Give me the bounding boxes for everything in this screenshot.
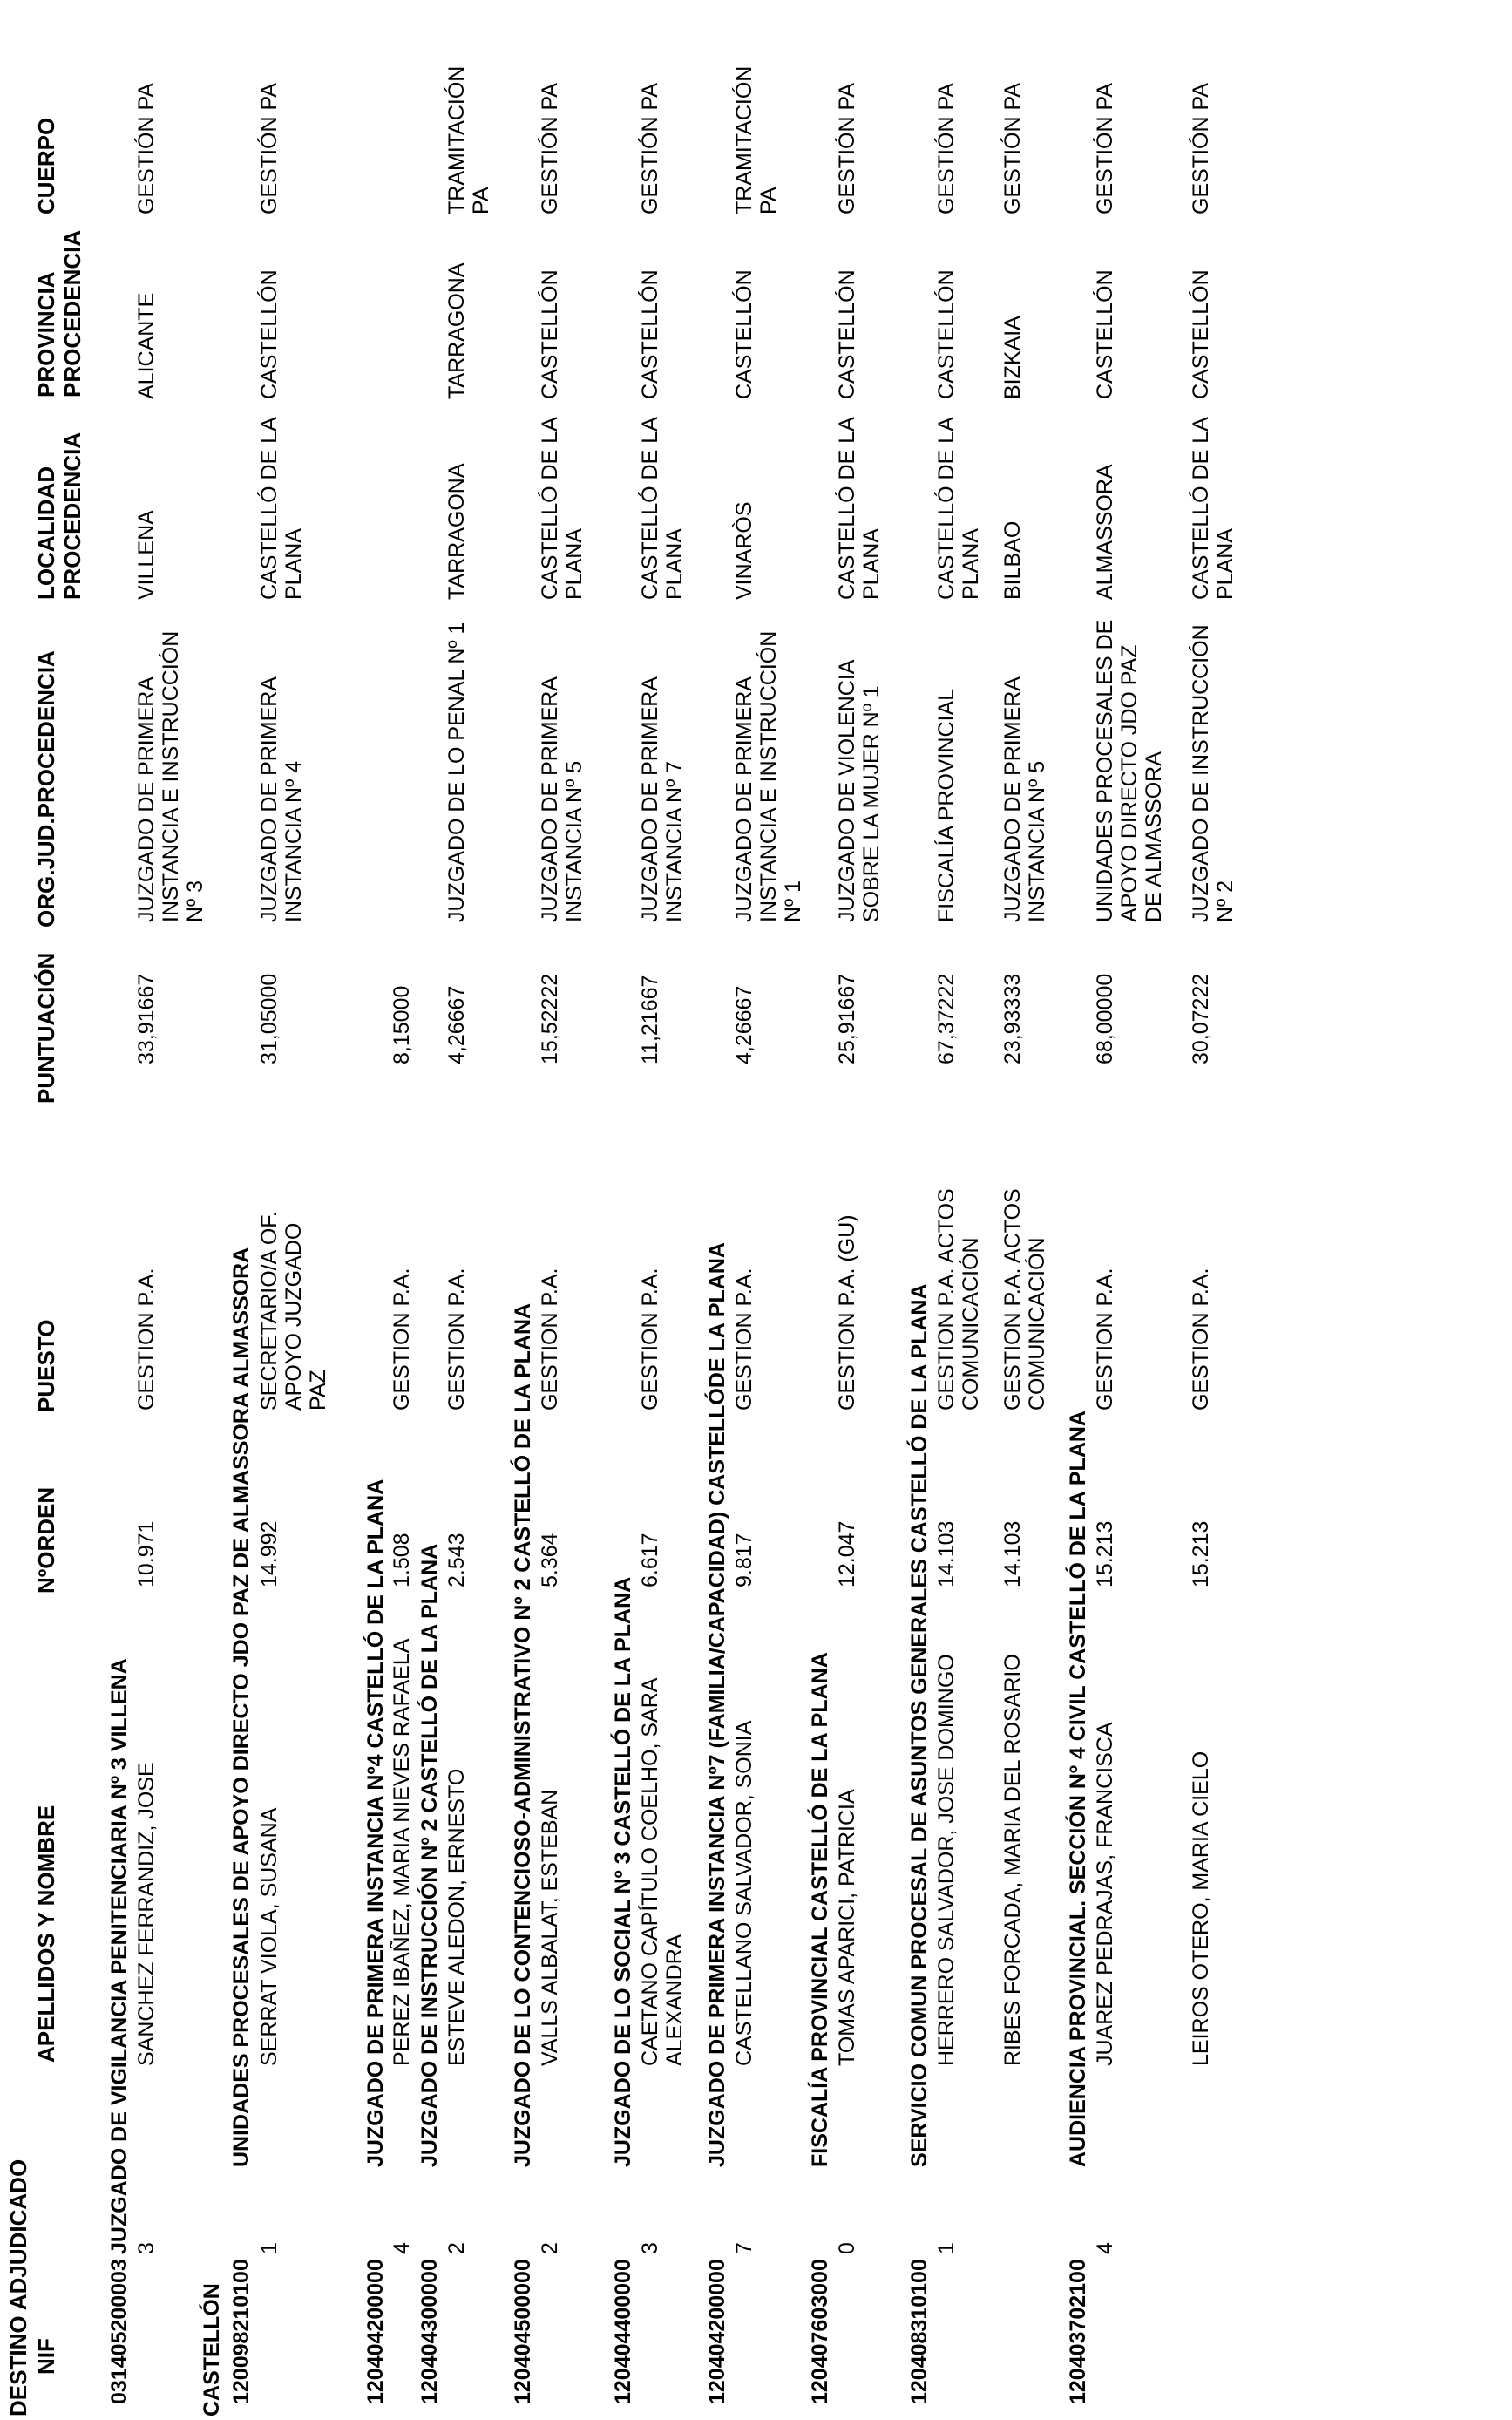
row-puesto: GESTION P.A. bbox=[390, 1268, 414, 1411]
page-title: DESTINO ADJUDICADO bbox=[5, 2158, 31, 2417]
row-orden: 15.213 bbox=[1093, 1520, 1117, 1587]
row-provincia: CASTELLÓN bbox=[732, 269, 756, 399]
row-orden: 14.103 bbox=[1000, 1520, 1025, 1587]
row-nombre: CASTELLANO SALVADOR, SONIA bbox=[732, 1720, 756, 2066]
section-title: AUDIENCIA PROVINCIAL. SECCIÓN Nº 4 CIVIL CASTELLÓ DE LA PLANA bbox=[1066, 1411, 1090, 2167]
row-nif: 0 bbox=[835, 2242, 859, 2254]
row-puesto: GESTION P.A. bbox=[538, 1268, 562, 1411]
row-cuerpo: TRAMITACIÓN PA bbox=[444, 65, 493, 214]
section-code: 120098210100 bbox=[229, 2259, 254, 2404]
row-nombre: SANCHEZ FERRANDIZ, JOSE bbox=[134, 1762, 159, 2066]
row-cuerpo: GESTIÓN PA bbox=[257, 83, 281, 214]
row-puntuacion: 4,26667 bbox=[732, 985, 756, 1064]
row-provincia: CASTELLÓN bbox=[934, 269, 959, 399]
row-nombre: HERRERO SALVADOR, JOSE DOMINGO bbox=[934, 1654, 959, 2066]
row-nif: 1 bbox=[257, 2242, 281, 2254]
row-puesto: GESTION P.A. bbox=[638, 1268, 662, 1411]
row-localidad: CASTELLÓ DE LA PLANA bbox=[257, 418, 306, 600]
row-provincia: CASTELLÓN bbox=[257, 269, 281, 399]
header-apellidos: APELLIDOS Y NOMBRE bbox=[33, 1805, 59, 2063]
row-provincia: CASTELLÓN bbox=[538, 269, 562, 399]
header-norden: NºORDEN bbox=[33, 1486, 59, 1594]
row-provincia: BIZKAIA bbox=[1000, 316, 1025, 399]
row-nif: 7 bbox=[732, 2242, 756, 2254]
section-code: 120404200000 bbox=[363, 2259, 388, 2404]
row-nif: 3 bbox=[134, 2242, 159, 2254]
row-cuerpo: GESTIÓN PA bbox=[934, 83, 959, 214]
section-code: 120404300000 bbox=[417, 2259, 442, 2404]
row-cuerpo: GESTIÓN PA bbox=[835, 83, 859, 214]
header-puntuacion: PUNTUACIÓN bbox=[33, 952, 59, 1104]
row-nombre: PEREZ IBAÑEZ, MARIA NIEVES RAFAELA bbox=[390, 1638, 414, 2066]
section-code: 120404400000 bbox=[611, 2259, 635, 2404]
row-org: FISCALÍA PROVINCIAL bbox=[934, 688, 959, 922]
row-puntuacion: 25,91667 bbox=[835, 973, 859, 1064]
row-orden: 9.817 bbox=[732, 1533, 756, 1587]
section-code: 120404200000 bbox=[705, 2259, 729, 2404]
province-label: CASTELLÓN bbox=[200, 2283, 224, 2417]
header-org: ORG.JUD.PROCEDENCIA bbox=[33, 650, 59, 928]
row-nombre: VALLS ALBALAT, ESTEBAN bbox=[538, 1789, 562, 2066]
row-nif: 4 bbox=[390, 2242, 414, 2254]
row-org: JUZGADO DE PRIMERA INSTANCIA E INSTRUCCIÓN Nº 1 bbox=[732, 630, 805, 922]
row-org: JUZGADO DE PRIMERA INSTANCIA Nº 4 bbox=[257, 677, 306, 922]
row-puesto: GESTION P.A. bbox=[1189, 1268, 1213, 1411]
row-provincia: CASTELLÓN bbox=[835, 269, 859, 399]
row-org: JUZGADO DE PRIMERA INSTANCIA E INSTRUCCIÓN Nº 3 bbox=[134, 630, 207, 922]
row-localidad: VINARÒS bbox=[732, 501, 756, 600]
row-cuerpo: GESTIÓN PA bbox=[638, 83, 662, 214]
section-title: JUZGADO DE PRIMERA INSTANCIA Nº4 CASTELLÓ DE LA PLANA bbox=[363, 1479, 388, 2167]
row-nombre: JUAREZ PEDRAJAS, FRANCISCA bbox=[1093, 1722, 1117, 2066]
row-provincia: CASTELLÓN bbox=[1189, 269, 1213, 399]
row-nombre: SERRAT VIOLA, SUSANA bbox=[257, 1807, 281, 2066]
section-title: JUZGADO DE PRIMERA INSTANCIA Nº7 (FAMILIA/CAPACIDAD) CASTELLÓDE LA PLANA bbox=[705, 1242, 729, 2167]
row-provincia: TARRAGONA bbox=[444, 262, 469, 399]
row-cuerpo: GESTIÓN PA bbox=[538, 83, 562, 214]
row-org: UNIDADES PROCESALES DE APOYO DIRECTO JDO PAZ DE ALMASSORA bbox=[1093, 619, 1166, 922]
row-provincia: CASTELLÓN bbox=[638, 269, 662, 399]
header-localidad: LOCALIDAD PROCEDENCIA bbox=[33, 432, 85, 600]
section-code: 120403702100 bbox=[1066, 2259, 1090, 2404]
row-localidad: VILLENA bbox=[134, 510, 159, 600]
row-orden: 14.992 bbox=[257, 1520, 281, 1587]
row-puntuacion: 68,00000 bbox=[1093, 973, 1117, 1064]
row-provincia: ALICANTE bbox=[134, 292, 159, 399]
row-puesto: GESTION P.A. ACTOS COMUNICACIÓN bbox=[934, 1188, 983, 1411]
section-title: SERVICIO COMUN PROCESAL DE ASUNTOS GENERALES CASTELLÓ DE LA PLANA bbox=[907, 1283, 932, 2167]
row-localidad: CASTELLÓ DE LA PLANA bbox=[638, 418, 687, 600]
section-title: JUZGADO DE INSTRUCCIÓN Nº 2 CASTELLÓ DE LA PLANA bbox=[417, 1543, 442, 2167]
row-localidad: TARRAGONA bbox=[444, 463, 469, 600]
row-nif: 2 bbox=[538, 2242, 562, 2254]
row-nif: 2 bbox=[444, 2242, 469, 2254]
row-orden: 2.543 bbox=[444, 1533, 469, 1587]
header-provincia: PROVINCIA PROCEDENCIA bbox=[33, 229, 85, 398]
row-nombre: CAETANO CAPÍTULO COELHO, SARA ALEXANDRA bbox=[638, 1678, 687, 2066]
row-puntuacion: 4,26667 bbox=[444, 985, 469, 1064]
row-cuerpo: TRAMITACIÓN PA bbox=[732, 65, 781, 214]
row-puntuacion: 30,07222 bbox=[1189, 973, 1213, 1064]
row-puesto: GESTION P.A. bbox=[134, 1268, 159, 1411]
section-title: UNIDADES PROCESALES DE APOYO DIRECTO JDO PAZ DE ALMASSORA ALMASSORA bbox=[229, 1247, 254, 2167]
row-nif: 4 bbox=[1093, 2242, 1117, 2254]
row-puntuacion: 15,52222 bbox=[538, 973, 562, 1064]
row-orden: 12.047 bbox=[835, 1520, 859, 1587]
row-puntuacion: 8,15000 bbox=[390, 985, 414, 1064]
row-org: JUZGADO DE VIOLENCIA SOBRE LA MUJER Nº 1 bbox=[835, 660, 884, 922]
row-nif: 3 bbox=[638, 2242, 662, 2254]
section-title: JUZGADO DE LO SOCIAL Nº 3 CASTELLÓ DE LA PLANA bbox=[611, 1576, 635, 2167]
header-nif: NIF bbox=[33, 2338, 59, 2375]
row-localidad: CASTELLÓ DE LA PLANA bbox=[1189, 418, 1237, 600]
row-puesto: GESTION P.A. bbox=[732, 1268, 756, 1411]
row-puesto: GESTION P.A. (GU) bbox=[835, 1214, 859, 1411]
row-puesto: GESTION P.A. bbox=[1093, 1268, 1117, 1411]
section-code: 120408310100 bbox=[907, 2259, 932, 2404]
row-orden: 14.103 bbox=[934, 1520, 959, 1587]
section-title: FISCALÍA PROVINCIAL CASTELLÓ DE LA PLANA bbox=[808, 1652, 832, 2167]
row-puntuacion: 31,05000 bbox=[257, 973, 281, 1064]
row-org: JUZGADO DE PRIMERA INSTANCIA Nº 5 bbox=[538, 677, 586, 922]
section-title: JUZGADO DE VIGILANCIA PENITENCIARIA Nº 3 VILLENA bbox=[107, 1658, 132, 2254]
row-localidad: CASTELLÓ DE LA PLANA bbox=[934, 418, 983, 600]
row-orden: 1.508 bbox=[390, 1533, 414, 1587]
row-cuerpo: GESTIÓN PA bbox=[1000, 83, 1025, 214]
row-cuerpo: GESTIÓN PA bbox=[134, 83, 159, 214]
row-puesto: GESTION P.A. bbox=[444, 1268, 469, 1411]
section-code: 031405200003 bbox=[107, 2259, 132, 2404]
row-provincia: CASTELLÓN bbox=[1093, 269, 1117, 399]
row-nombre: RIBES FORCADA, MARIA DEL ROSARIO bbox=[1000, 1654, 1025, 2066]
header-puesto: PUESTO bbox=[33, 1319, 59, 1412]
header-cuerpo: CUERPO bbox=[33, 117, 59, 214]
row-puntuacion: 23,93333 bbox=[1000, 973, 1025, 1064]
row-localidad: BILBAO bbox=[1000, 520, 1025, 600]
row-orden: 15.213 bbox=[1189, 1520, 1213, 1587]
row-org: JUZGADO DE LO PENAL Nº 1 bbox=[444, 622, 469, 922]
row-localidad: CASTELLÓ DE LA PLANA bbox=[835, 418, 884, 600]
row-localidad: ALMASSORA bbox=[1093, 464, 1117, 600]
row-puesto: GESTION P.A. ACTOS COMUNICACIÓN bbox=[1000, 1188, 1049, 1411]
row-org: JUZGADO DE PRIMERA INSTANCIA Nº 7 bbox=[638, 677, 687, 922]
row-cuerpo: GESTIÓN PA bbox=[1189, 83, 1213, 214]
row-puntuacion: 33,91667 bbox=[134, 973, 159, 1064]
row-localidad: CASTELLÓ DE LA PLANA bbox=[538, 418, 586, 600]
row-org: JUZGADO DE PRIMERA INSTANCIA Nº 5 bbox=[1000, 677, 1049, 922]
row-org: JUZGADO DE INSTRUCCIÓN Nº 2 bbox=[1189, 624, 1237, 922]
row-nombre: LEIROS OTERO, MARIA CIELO bbox=[1189, 1750, 1213, 2066]
row-cuerpo: GESTIÓN PA bbox=[1093, 83, 1117, 214]
row-puntuacion: 67,37222 bbox=[934, 973, 959, 1064]
section-code: 120407603000 bbox=[808, 2259, 832, 2404]
row-orden: 10.971 bbox=[134, 1520, 159, 1587]
row-puesto: SECRETARIO/A OF. APOYO JUZGADO PAZ bbox=[257, 1211, 330, 1411]
section-title: JUZGADO DE LO CONTENCIOSO-ADMINISTRATIVO Nº 2 CASTELLÓ DE LA PLANA bbox=[511, 1302, 535, 2167]
section-code: 120404500000 bbox=[511, 2259, 535, 2404]
row-nombre: TOMAS APARICI, PATRICIA bbox=[835, 1789, 859, 2066]
row-orden: 5.364 bbox=[538, 1533, 562, 1587]
row-nif: 1 bbox=[934, 2242, 959, 2254]
row-nombre: ESTEVE ALEDON, ERNESTO bbox=[444, 1768, 469, 2066]
row-puntuacion: 11,21667 bbox=[638, 975, 662, 1064]
row-orden: 6.617 bbox=[638, 1533, 662, 1587]
